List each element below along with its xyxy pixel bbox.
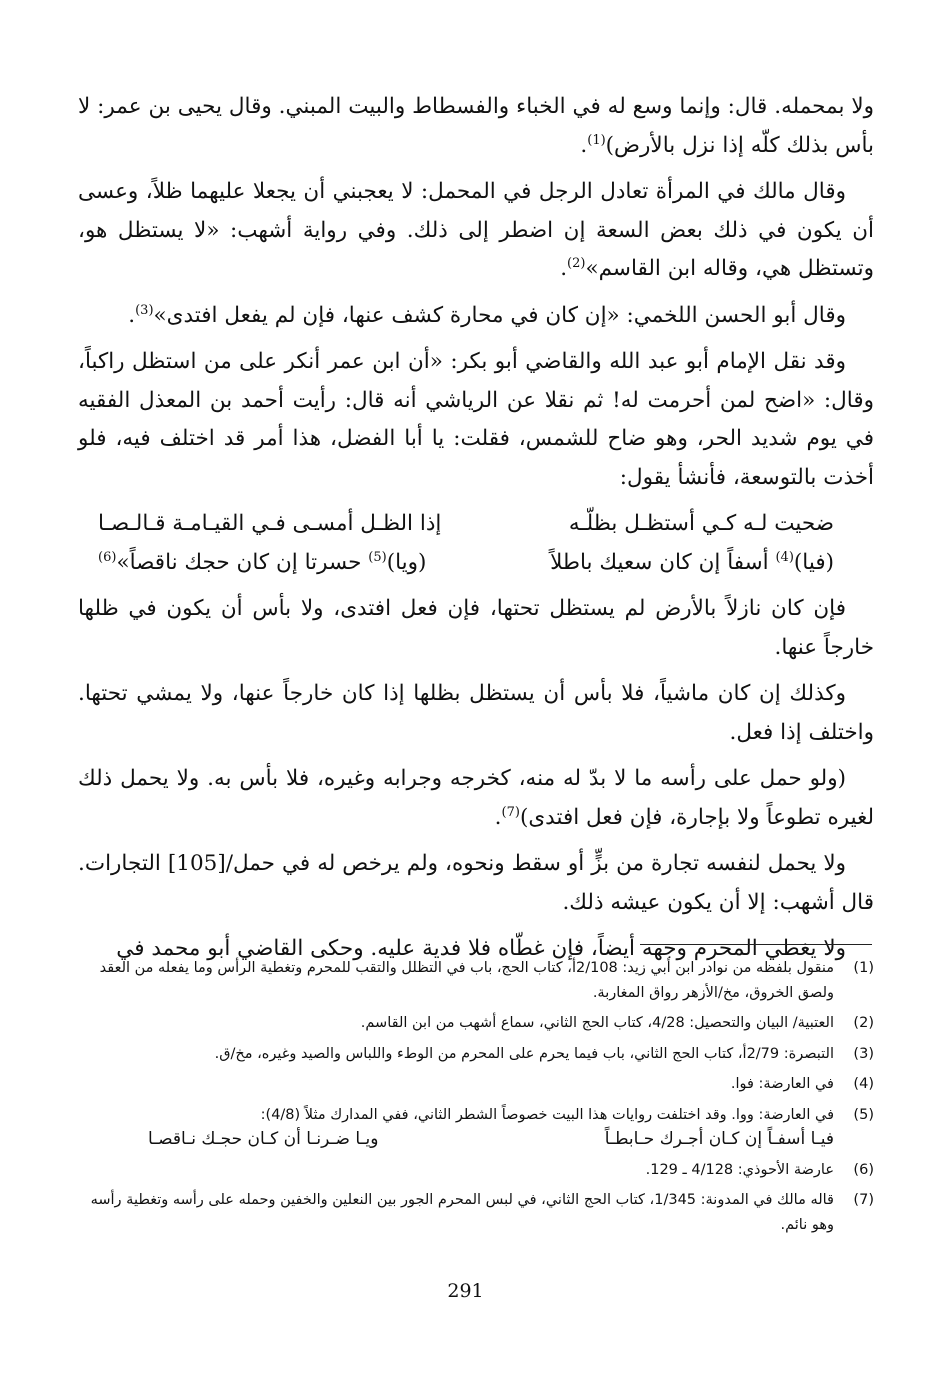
footnote xyxy=(78,1188,874,1237)
footnote-text: العتبية/ البيان والتحصيل: 4/28، كتاب الحج الثاني، سماع أشهب من ابن القاسم. xyxy=(360,1015,834,1031)
paragraph: (ولو حمل على رأسه ما لا بدّ له منه، كخرجه وجرابه وغيره، فلا بأس به. ولا يحمل ذلك لغيره تطوعاً ولا بإجارة، فإن فعل افتدى)$^{(7)}$. xyxy=(78,766,874,830)
footnote-text: عارضة الأحوذي: 4/128 ـ 129. xyxy=(645,1161,834,1178)
verse-hemistich: فيـا أسفـاً إن كـان أجـرك حـابطـاً xyxy=(604,1129,834,1149)
footnote-ref: (6) xyxy=(98,549,117,565)
footnote-number: (7) xyxy=(853,1192,874,1208)
footnote-text: في العارضة: فوا. xyxy=(730,1076,834,1092)
verse-hemistich: ضحيت لـه كـي أستظـل بظلّـه xyxy=(568,511,834,536)
footnote-number: (3) xyxy=(853,1045,874,1062)
main-text xyxy=(78,88,874,977)
footnote-text: في العارضة: ووا. وقد اختلفت روايات هذا البيت خصوصاً الشطر الثاني، ففي المدارك مثلاً (4/8): فيـا أسفـاً إن كـان أجـرك حـابطـاً ويـا ضـرنـا أن كـان حجـك نـاقصـا xyxy=(78,1103,834,1152)
footnote-text: التبصرة: 2/79أ، كتاب الحج الثاني، باب فيما يحرم على المحرم من الوطء واللباس والصيد وغيره، مخ/ق. xyxy=(214,1045,834,1062)
paragraph: وقال مالك في المرأة تعادل الرجل في المحمل: لا يعجبني أن يجعلا عليهما ظلاً، وعسى أن يكون في ذلك بعض السعة إن اضطر إلى ذلك. وفي رواية أشهب: «لا يستظل هو، وتستظل هي، وقاله ابن القاسم»$^{(2)}$. xyxy=(78,179,874,281)
footnote-ref: (4) xyxy=(775,549,794,565)
verse-hemistich: ويـا ضـرنـا أن كـان حجـك نـاقصـا xyxy=(148,1129,379,1149)
verse-hemistich: (ويا)$^{(5)}$ حسرتا إن كان حجك ناقصاً»$^{(6)}$ xyxy=(98,549,427,575)
verse-line xyxy=(98,544,834,583)
footnote-verse xyxy=(78,1127,834,1152)
verse-hemistich: إذا الظـل أمسـى فـي القيـامـة قـالـصـا xyxy=(98,511,442,536)
page-number: 291 xyxy=(447,1280,484,1302)
footnote xyxy=(78,1011,874,1036)
footnote xyxy=(78,1042,874,1067)
footnote-ref: (1) xyxy=(587,132,606,148)
footnote-number: (4) xyxy=(853,1076,874,1092)
footnote-number: (2) xyxy=(853,1015,874,1031)
footnote-separator xyxy=(640,944,872,945)
footnote-number: (1) xyxy=(853,960,874,976)
poem-verse xyxy=(78,505,874,582)
footnote-number: (5) xyxy=(853,1106,874,1123)
paragraph: وقال أبو الحسن اللخمي: «إن كان في محارة كشف عنها، فإن لم يفعل افتدى»$^{(3)}$. xyxy=(128,302,846,328)
paragraph: وقد نقل الإمام أبو عبد الله والقاضي أبو بكر: «أن ابن عمر أنكر على من استظل راكباً، وقال: «اضح لمن أحرمت له! ثم نقلا عن الرياشي أنه قال: رأيت أحمد بن المعذل الفقيه في يوم شديد الحر، وهو ضاح للشمس، فقلت: يا أبا الفضل، هذا أمر قد اختلف فيه، فلو أخذت بالتوسعة، فأنشأ يقول: xyxy=(78,349,874,490)
paragraph: ولا يحمل لنفسه تجارة من بزٍّ أو سقط ونحوه، ولم يرخص له في حمل/[105] التجارات. قال أشهب: إلا أن يكون عيشه ذلك. xyxy=(78,851,874,915)
footnote xyxy=(78,1158,874,1183)
footnote-ref: (5) xyxy=(368,549,387,565)
footnote-ref: (2) xyxy=(567,255,586,271)
footnote-number: (6) xyxy=(853,1161,874,1178)
footnote-ref: (3) xyxy=(135,302,154,318)
verse-hemistich: (فيا)$^{(4)}$ أسفاً إن كان سعيك باطلاً xyxy=(550,549,834,575)
paragraph: ولا يغطي المحرم وجهه أيضاً، فإن غطّاه فلا فدية عليه. وحكى القاضي أبو محمد في xyxy=(116,936,846,961)
verse-line xyxy=(98,505,834,544)
footnote xyxy=(78,1103,874,1152)
footnote-text: منقول بلفظه من نوادر ابن أبي زيد: 2/108أ، كتاب الحج، باب في التظلل والتقب للمحرم وتغطية الرأس وما يفعله من العقد ولصق الخروق، مخ/الأزهر رواق المغاربة. xyxy=(99,960,834,1001)
footnotes xyxy=(78,956,874,1243)
footnote xyxy=(78,956,874,1005)
paragraph: ولا بمحمله. قال: وإنما وسع له في الخباء والفسطاط والبيت المبني. وقال يحيى بن عمر: لا بأس بذلك كلّه إذا نزل بالأرض)$^{(1)}$. xyxy=(78,94,874,158)
paragraph: وكذلك إن كان ماشياً، فلا بأس أن يستظل بظلها إذا كان خارجاً عنها، ولا يمشي تحتها. واختلف إذا فعل. xyxy=(78,681,874,745)
footnote-ref: (7) xyxy=(501,804,520,820)
footnote-text: قاله مالك في المدونة: 1/345، كتاب الحج الثاني، في لبس المحرم الجور بين النعلين والخفين وحمله على رأسه وتغطية رأسه وهو نائم. xyxy=(90,1192,834,1233)
paragraph: فإن كان نازلاً بالأرض لم يستظل تحتها، فإن فعل افتدى، ولا بأس أن يكون في ظلها خارجاً عنها. xyxy=(78,596,874,660)
footnote xyxy=(78,1072,874,1097)
